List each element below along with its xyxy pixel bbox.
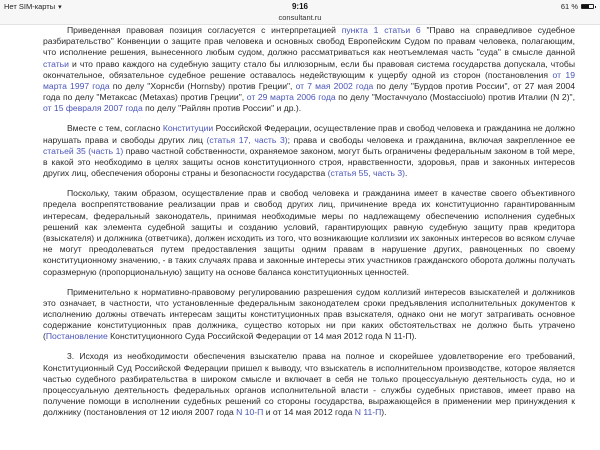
document-link[interactable]: статьей 35 (часть 1) — [43, 145, 124, 156]
paragraph-text: . — [405, 168, 408, 179]
paragraph-text: по делу "Райлян против России" и др.). — [142, 103, 302, 114]
document-body — [43, 25, 575, 427]
clock: 9:16 — [291, 2, 308, 11]
document-link[interactable]: от 29 марта 2006 года — [246, 92, 336, 103]
paragraph-text: и от 14 мая 2012 года — [263, 407, 355, 418]
document-paragraph — [43, 188, 575, 278]
wifi-icon: ▾ — [58, 3, 62, 11]
document-paragraph — [43, 25, 575, 115]
paragraph-text: ). — [381, 407, 387, 418]
paragraph-text: по делу "Хорнсби (Hornsby) против Греции", — [109, 81, 296, 92]
document-link[interactable]: (статья 17, часть 3) — [206, 134, 288, 145]
paragraph-text: по делу "Бурдов против России", от 27 мая 2004 года по делу "Метаксас (Metaxas) против Греции", — [43, 81, 575, 103]
battery-fill — [582, 5, 589, 8]
paragraph-text: Приведенная правовая позиция согласуется с интерпретацией — [67, 25, 342, 35]
paragraph-text: "Право на справедливое судебное разбирательство" Конвенции о защите прав человека и основных свобод Европейским Судом по правам человека, полагающим, что исполнение решения, вынесенного любым судом, должно рассматриваться как неотъемлемая часть "суда" в смысле данной — [43, 25, 575, 58]
battery-icon — [581, 4, 594, 9]
paragraph-text: Применительно к нормативно-правовому регулированию разрешения судом коллизий интересов взыскателей и должников это означает, в частности, что установленные федеральным законодателем сроки предъявления исполнительных документов к исполнению должны отвечать интересам защиты конституционных прав взыскателя, однако они не могут затрагивать основное содержание конституционных прав должника, существо которых ни при каких обстоятельствах не должно быть утрачено ( — [43, 286, 575, 342]
document-link[interactable]: (статья 55, часть 3) — [327, 168, 406, 179]
document-link[interactable]: N 10-П — [236, 407, 264, 418]
document-link[interactable]: статьи — [43, 58, 69, 69]
paragraph-text: Конституционного Суда Российской Федерации от 14 мая 2012 года N 11-П). — [107, 331, 417, 342]
paragraph-text: по делу "Мостаччуоло (Mostacciuolo) против Италии (N 2)", — [335, 92, 575, 103]
address-bar-url[interactable]: consultant.ru — [278, 13, 322, 22]
battery-status — [561, 2, 594, 11]
document-paragraph — [43, 123, 575, 179]
document-link[interactable]: от 19 марта 1997 года — [43, 69, 575, 92]
document-paragraph — [43, 287, 575, 343]
paragraph-text: Вместе с тем, согласно — [67, 123, 163, 134]
paragraph-text: Российской Федерации, осуществление прав и свобод человека и гражданина не должно нарушать права и свободы других лиц — [43, 123, 575, 145]
document-paragraph — [43, 351, 575, 418]
document-link[interactable]: от 7 мая 2002 года — [295, 81, 374, 92]
document-link[interactable]: от 15 февраля 2007 года — [43, 103, 143, 114]
paragraph-text: ; права и свободы человека и гражданина, включая закрепленное ее — [287, 134, 576, 145]
document-link[interactable]: пункта 1 статьи 6 — [341, 25, 421, 35]
paragraph-text: право частной собственности, охраняемое законом, могут быть ограничены федеральным законом в той мере, в какой это необходимо в целях защиты основ конституционного строя, нравственности, здоровья, прав и законных интересов других лиц, обеспечения обороны страны и безопасности государства — [43, 145, 575, 179]
document-link[interactable]: Конституции — [162, 123, 214, 134]
paragraph-text: 3. Исходя из необходимости обеспечения взыскателю права на полное и скорейшее удовлетворение его требований, Конституционный Суд Российской Федерации пришел к выводу, что взыскатель в исполнительном производстве, которое является частью судебного разбирательства в широком смысле и включает в себя не только процессуальную деятельность суда, но и процессуальную деятельность федеральных органов исполнительной власти - службы судебных приставов, имеет право на получение помощи в исполнении судебных решений со стороны государства, выражающейся в применении мер принуждения к должнику (постановления от 12 июля 2007 года — [43, 351, 575, 418]
battery-percent: 61 % — [560, 2, 578, 11]
paragraph-text: и что право каждого на судебную защиту стало бы иллюзорным, если бы правовая система государства допускала, чтобы окончательное, обязательное судебное решение оставалось недействующим к ущербу одной из сторон (постановления — [43, 58, 575, 80]
carrier-label: Нет SIM-карты — [4, 2, 56, 11]
paragraph-text: Поскольку, таким образом, осуществление прав и свобод человека и гражданина имеет в качестве своего объективного предела воспрепятствование реализации прав и свобод других лиц, причинение вреда их конституционно гарантированным интересам, федеральный законодатель, принимая необходимые меры по надлежащему обеспечению исполнения судебных решений как элемента судебной защиты и созданию условий, гарантирующих равную судебную защиту прав кредитора (взыскателя) и должника (ответчика), должен исходить из того, что возникающие коллизии их законных интересов во всяком случае не могут преодолеваться путем предоставления защиты одним правам в нарушение других, равноценных по своему конституционному значению, - в таких случаях права и законные интересы этих участников гражданского оборота должны получать соразмерную (пропорциональную) защиту на основе баланса конституционных ценностей. — [43, 188, 575, 277]
document-link[interactable]: N 11-П — [354, 407, 382, 418]
document-link[interactable]: Постановление — [45, 331, 108, 342]
status-bar — [0, 0, 600, 25]
